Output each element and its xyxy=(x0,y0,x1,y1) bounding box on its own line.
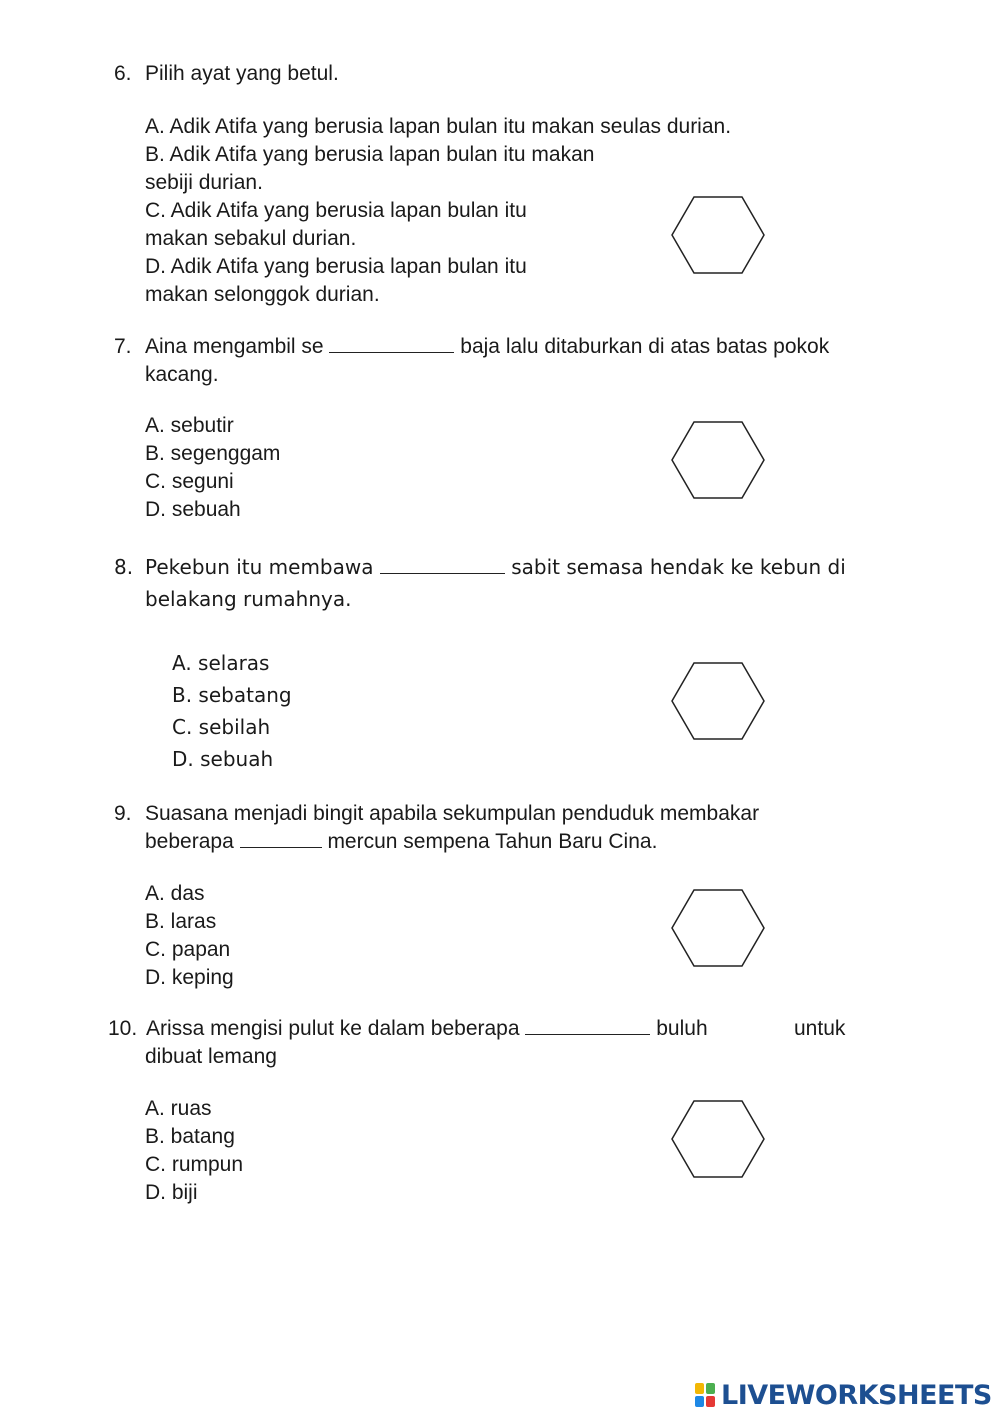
liveworksheets-logo-icon xyxy=(695,1382,717,1408)
q7-option-d: D. sebuah xyxy=(145,498,241,521)
q7-stem-line1 xyxy=(145,333,829,361)
q9-stem-line2 xyxy=(145,828,657,856)
answer-box-q8[interactable] xyxy=(670,661,766,741)
q7-stem-after: baja lalu ditaburkan di atas batas pokok xyxy=(460,335,830,358)
q6-option-d-cont: makan selonggok durian. xyxy=(145,283,380,306)
answer-box-q7[interactable] xyxy=(670,420,766,500)
q9-option-b: B. laras xyxy=(145,910,217,933)
q8-option-c: C. sebilah xyxy=(172,715,271,739)
q10-stem-after: buluh xyxy=(656,1017,708,1040)
q6-option-d: D. Adik Atifa yang berusia lapan bulan itu xyxy=(145,255,527,278)
q10-number: 10. xyxy=(108,1017,138,1040)
q9-blank xyxy=(240,829,322,848)
q7-number: 7. xyxy=(114,335,132,358)
q10-option-d: D. biji xyxy=(145,1181,198,1204)
q7-option-c: C. seguni xyxy=(145,470,234,493)
q6-stem: Pilih ayat yang betul. xyxy=(145,62,339,85)
q6-option-b: B. Adik Atifa yang berusia lapan bulan itu makan xyxy=(145,143,595,166)
q6-number: 6. xyxy=(114,62,132,85)
logo-tile-1 xyxy=(695,1383,704,1394)
q10-blank xyxy=(525,1016,650,1035)
q8-stem-line1 xyxy=(145,553,846,581)
q6-option-c-cont: makan sebakul durian. xyxy=(145,227,357,250)
q9-option-c: C. papan xyxy=(145,938,231,961)
q8-option-d: D. sebuah xyxy=(172,747,274,771)
q7-option-b: B. segenggam xyxy=(145,442,281,465)
logo-tile-3 xyxy=(695,1396,704,1407)
q7-blank xyxy=(329,334,454,353)
q9-stem-after: mercun sempena Tahun Baru Cina. xyxy=(327,830,658,853)
q9-number: 9. xyxy=(114,802,132,825)
q7-stem-before: Aina mengambil se xyxy=(145,335,324,358)
q8-option-a: A. selaras xyxy=(172,651,270,675)
q8-stem-line2: belakang rumahnya. xyxy=(145,587,352,611)
logo-tile-2 xyxy=(706,1383,715,1394)
q10-option-b: B. batang xyxy=(145,1125,235,1148)
q10-option-a: A. ruas xyxy=(145,1097,212,1120)
q8-option-b: B. sebatang xyxy=(172,683,292,707)
answer-box-q6[interactable] xyxy=(670,195,766,275)
liveworksheets-logo-text: LIVEWORKSHEETS xyxy=(721,1379,992,1411)
q10-stem-line2: dibuat lemang xyxy=(145,1045,277,1068)
answer-box-q9[interactable] xyxy=(670,888,766,968)
q8-stem-after: sabit semasa hendak ke kebun di xyxy=(511,555,846,579)
q6-option-c: C. Adik Atifa yang berusia lapan bulan itu xyxy=(145,199,527,222)
q9-stem-line1: Suasana menjadi bingit apabila sekumpulan penduduk membakar xyxy=(145,802,760,825)
q10-stem-end: untuk xyxy=(794,1017,846,1040)
logo-tile-4 xyxy=(706,1396,715,1407)
q8-blank xyxy=(380,555,505,574)
q10-stem-line1 xyxy=(146,1015,708,1043)
q10-stem-before: Arissa mengisi pulut ke dalam beberapa xyxy=(146,1017,520,1040)
answer-box-q10[interactable] xyxy=(670,1099,766,1179)
q9-option-d: D. keping xyxy=(145,966,234,989)
q7-stem-line2: kacang. xyxy=(145,363,219,386)
q9-option-a: A. das xyxy=(145,882,205,905)
q10-option-c: C. rumpun xyxy=(145,1153,244,1176)
q6-option-b-cont: sebiji durian. xyxy=(145,171,263,194)
q7-option-a: A. sebutir xyxy=(145,414,234,437)
liveworksheets-logo xyxy=(695,1378,992,1412)
q8-stem-before: Pekebun itu membawa xyxy=(145,555,374,579)
q8-number: 8. xyxy=(114,555,134,579)
q9-stem-before: beberapa xyxy=(145,830,234,853)
q6-option-a: A. Adik Atifa yang berusia lapan bulan itu makan seulas durian. xyxy=(145,115,732,138)
